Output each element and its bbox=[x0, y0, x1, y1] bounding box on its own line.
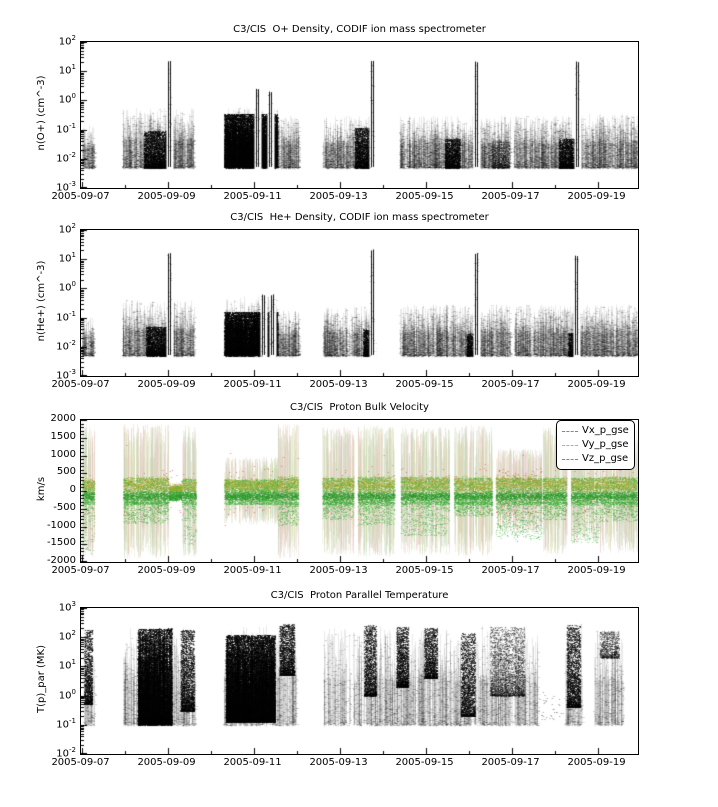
x-tick-label: 2005-09-15 bbox=[395, 757, 454, 768]
x-tick-label: 2005-09-09 bbox=[137, 379, 196, 390]
legend-label: Vx_p_gse bbox=[582, 425, 629, 436]
panel-title: C3/CIS He+ Density, CODIF ion mass spectrometer bbox=[230, 212, 489, 223]
x-tick-label: 2005-09-19 bbox=[567, 757, 626, 768]
y-tick-label: $10^2$ bbox=[58, 34, 76, 48]
legend-entry bbox=[562, 438, 629, 452]
x-tick-label: 2005-09-17 bbox=[481, 191, 540, 202]
x-tick-label: 2005-09-13 bbox=[309, 191, 368, 202]
x-tick-label: 2005-09-13 bbox=[309, 757, 368, 768]
x-tick-label: 2005-09-11 bbox=[223, 757, 282, 768]
vz-line-sample-icon bbox=[562, 459, 578, 460]
y-tick-label: 0 bbox=[69, 484, 76, 495]
x-tick-label: 2005-09-11 bbox=[223, 565, 282, 576]
plot-area bbox=[80, 229, 639, 377]
legend bbox=[556, 420, 635, 470]
y-tick-label: -1500 bbox=[46, 537, 76, 549]
plot-canvas bbox=[81, 420, 638, 562]
plot-canvas bbox=[81, 608, 638, 754]
panel-title: C3/CIS Proton Parallel Temperature bbox=[270, 590, 449, 601]
x-tick-label: 2005-09-17 bbox=[481, 379, 540, 390]
x-tick-label: 2005-09-19 bbox=[567, 565, 626, 576]
y-tick-label: 500 bbox=[56, 466, 76, 478]
x-tick-label: 2005-09-07 bbox=[51, 565, 110, 576]
y-tick-label: $10^1$ bbox=[58, 251, 76, 265]
x-tick-label: 2005-09-09 bbox=[137, 565, 196, 576]
y-tick-label: $10^{-3}$ bbox=[56, 180, 76, 194]
panel-title: C3/CIS Proton Bulk Velocity bbox=[290, 402, 429, 413]
x-tick-label: 2005-09-19 bbox=[567, 191, 626, 202]
x-tick-label: 2005-09-19 bbox=[567, 379, 626, 390]
x-tick-label: 2005-09-11 bbox=[223, 379, 282, 390]
y-tick-label: -500 bbox=[53, 501, 76, 513]
y-tick-label: $10^{-1}$ bbox=[56, 716, 76, 731]
y-tick-label: $10^0$ bbox=[58, 92, 76, 106]
y-tick-label: $10^3$ bbox=[58, 600, 76, 614]
legend-entry bbox=[562, 424, 629, 438]
y-tick-label: 2000 bbox=[50, 413, 76, 424]
x-tick-label: 2005-09-07 bbox=[51, 757, 110, 768]
plot-canvas bbox=[81, 42, 638, 188]
y-tick-label: $10^2$ bbox=[58, 629, 76, 643]
x-tick-label: 2005-09-15 bbox=[395, 565, 454, 576]
y-tick-label: $10^{-1}$ bbox=[56, 121, 76, 135]
y-tick-label: $10^0$ bbox=[58, 687, 76, 701]
y-tick-label: $10^0$ bbox=[58, 280, 76, 294]
y-axis-label: T(p)_par (MK) bbox=[36, 645, 47, 714]
x-tick-label: 2005-09-15 bbox=[395, 379, 454, 390]
x-tick-label: 2005-09-09 bbox=[137, 191, 196, 202]
y-tick-label: $10^{-2}$ bbox=[56, 746, 76, 760]
vx-line-sample-icon bbox=[562, 431, 578, 432]
y-tick-label: $10^{-2}$ bbox=[56, 338, 76, 353]
y-axis-label: km/s bbox=[36, 476, 47, 502]
x-tick-label: 2005-09-17 bbox=[481, 565, 540, 576]
y-tick-label: $10^{-2}$ bbox=[56, 150, 76, 165]
y-tick-label: $10^{-3}$ bbox=[56, 368, 76, 382]
legend-label: Vy_p_gse bbox=[582, 439, 629, 450]
y-tick-label: $10^2$ bbox=[58, 222, 76, 236]
legend-entry bbox=[562, 452, 629, 466]
plot-area bbox=[80, 41, 639, 189]
panel-title: C3/CIS O+ Density, CODIF ion mass spectrometer bbox=[233, 24, 486, 35]
legend-label: Vz_p_gse bbox=[582, 453, 629, 464]
y-tick-label: $10^{-1}$ bbox=[56, 309, 76, 323]
x-tick-label: 2005-09-17 bbox=[481, 757, 540, 768]
y-axis-label: n(He+) (cm^-3) bbox=[36, 260, 47, 342]
y-tick-label: 1000 bbox=[50, 448, 76, 460]
x-tick-label: 2005-09-15 bbox=[395, 191, 454, 202]
y-tick-label: -2000 bbox=[46, 555, 76, 566]
y-tick-label: $10^1$ bbox=[58, 63, 76, 77]
x-tick-label: 2005-09-13 bbox=[309, 565, 368, 576]
y-tick-label: 1500 bbox=[50, 430, 76, 442]
x-tick-label: 2005-09-07 bbox=[51, 379, 110, 390]
y-tick-label: -1000 bbox=[46, 519, 76, 531]
vy-line-sample-icon bbox=[562, 445, 578, 446]
x-tick-label: 2005-09-09 bbox=[137, 757, 196, 768]
plot-area bbox=[80, 607, 639, 755]
x-tick-label: 2005-09-11 bbox=[223, 191, 282, 202]
x-tick-label: 2005-09-13 bbox=[309, 379, 368, 390]
y-axis-label: n(O+) (cm^-3) bbox=[36, 75, 47, 151]
x-tick-label: 2005-09-07 bbox=[51, 191, 110, 202]
plot-canvas bbox=[81, 230, 638, 376]
y-tick-label: $10^1$ bbox=[58, 658, 76, 672]
